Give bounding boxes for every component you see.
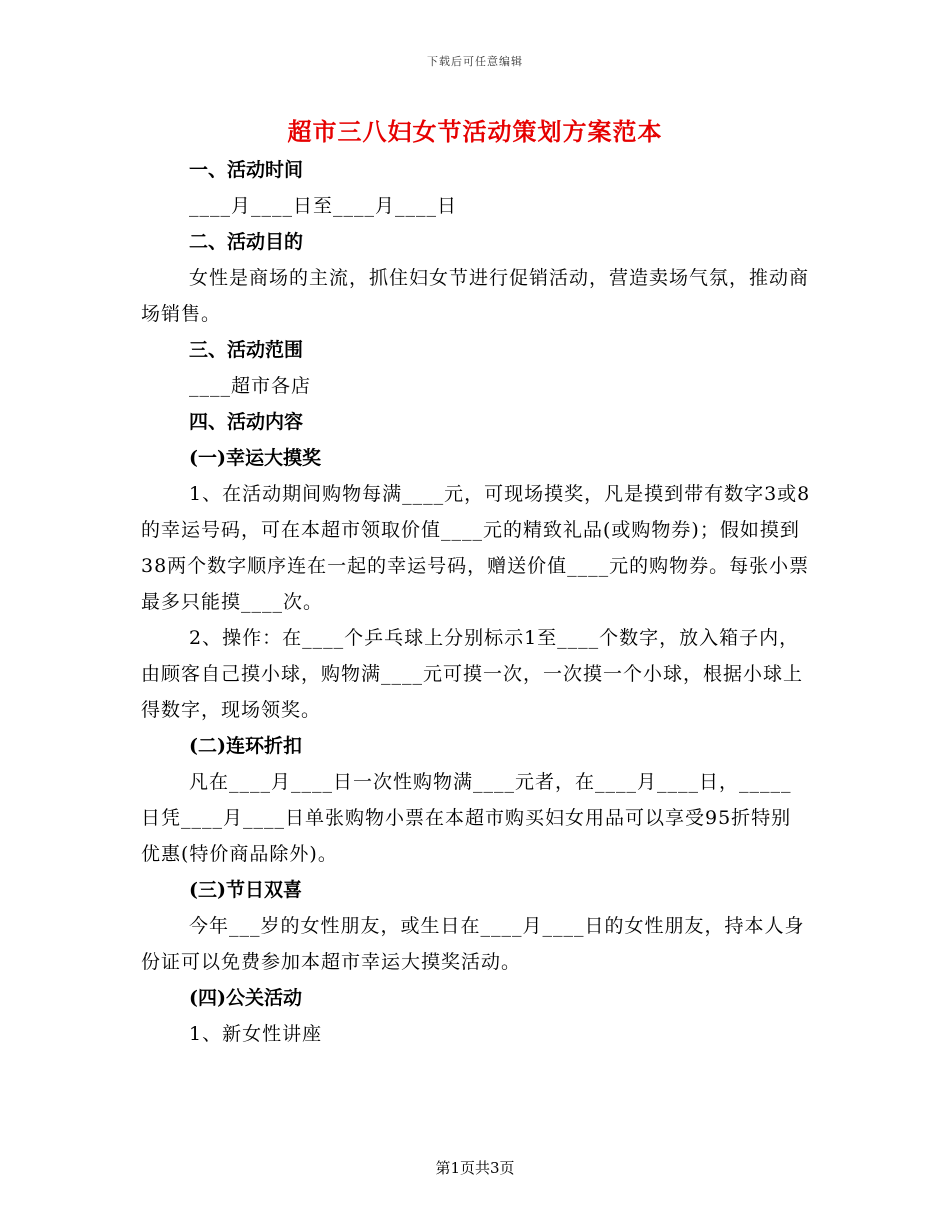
paragraph-double-joy: 今年___岁的女性朋友，或生日在____月____日的女性朋友，持本人身份证可以免费参加本超市幸运大摸奖活动。: [141, 915, 805, 973]
section-heading-purpose: 二、活动目的: [189, 231, 304, 253]
subsection-heading-lucky-draw: (一)幸运大摸奖: [189, 447, 321, 469]
section-text-time: ____月____日至____月____日: [189, 195, 458, 217]
subsection-heading-double-joy: (三)节日双喜: [189, 879, 302, 901]
document-body: [141, 152, 811, 1052]
section-text-scope: ____超市各店: [189, 375, 312, 397]
paragraph-lucky-draw-1: 1、在活动期间购物每满____元，可现场摸奖，凡是摸到带有数字3或8的幸运号码，可在本超市领取价值____元的精致礼品(或购物券)；假如摸到38两个数字顺序连在一起的幸运号码，赠送价值____元的购物券。每张小票最多只能摸____次。: [141, 483, 811, 613]
subsection-heading-discount: (二)连环折扣: [189, 735, 302, 757]
section-heading-content: 四、活动内容: [189, 411, 304, 433]
page-footer: 第1页共3页: [435, 1159, 515, 1177]
paragraph-discount: 凡在____月____日一次性购物满____元者，在____月____日，_____日凭____月____日单张购物小票在本超市购买妇女用品可以享受95折特别优惠(特价商品除外)。: [141, 771, 792, 865]
section-heading-scope: 三、活动范围: [189, 339, 304, 361]
section-text-purpose: 女性是商场的主流，抓住妇女节进行促销活动，营造卖场气氛，推动商场销售。: [141, 267, 810, 325]
paragraph-pr-1: 1、新女性讲座: [189, 1023, 323, 1045]
paragraph-lucky-draw-2: 2、操作：在____个乒乓球上分别标示1至____个数字，放入箱子内，由顾客自己摸小球，购物满____元可摸一次，一次摸一个小球，根据小球上得数字，现场领奖。: [141, 627, 804, 721]
section-heading-time: 一、活动时间: [189, 159, 304, 181]
document-title: 超市三八妇女节活动策划方案范本: [287, 117, 663, 146]
page-header: 下载后可任意编辑: [427, 55, 523, 68]
subsection-heading-pr: (四)公关活动: [189, 987, 302, 1009]
